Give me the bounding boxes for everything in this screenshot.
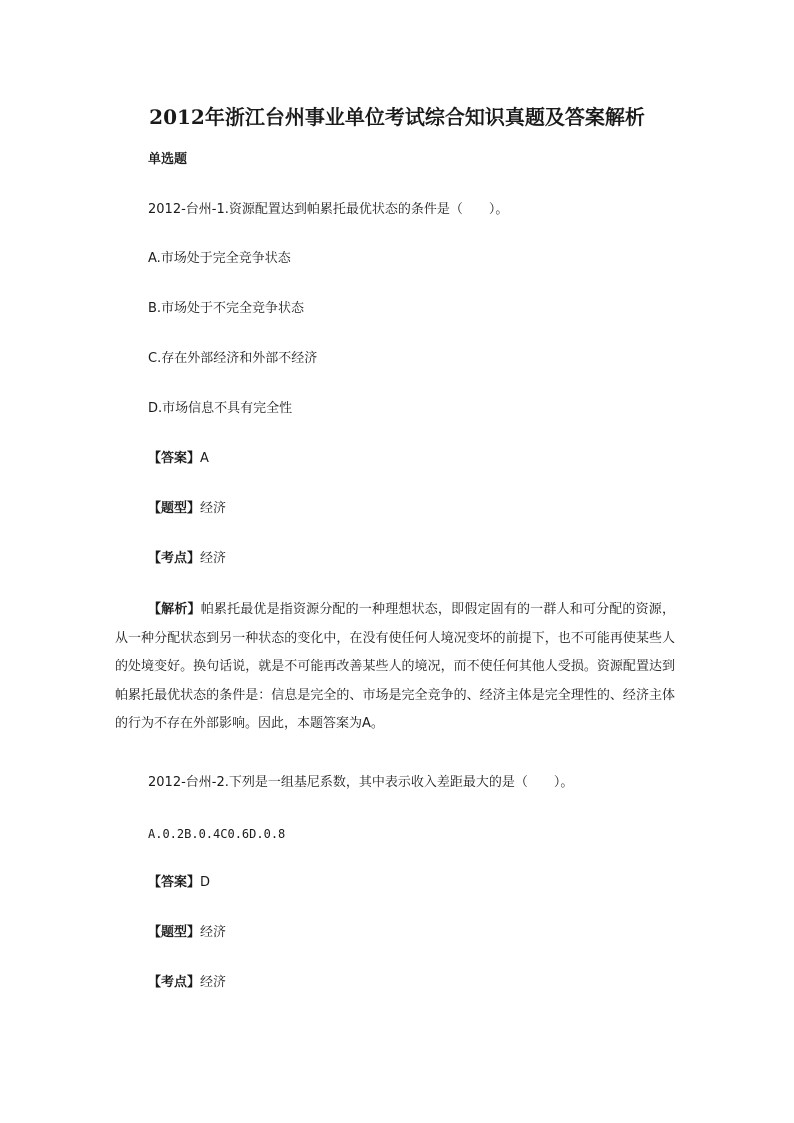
q2-answer-tag: 【答案】 bbox=[148, 875, 201, 890]
q1-analysis bbox=[115, 596, 675, 739]
q1-option-a: A.市场处于完全竞争状态 bbox=[148, 251, 291, 266]
q1-answer-tag: 【答案】 bbox=[148, 451, 201, 466]
q1-type bbox=[148, 499, 226, 519]
q2-answer bbox=[148, 873, 210, 893]
q1-point bbox=[148, 549, 226, 569]
q1-analysis-text: 帕累托最优是指资源分配的一种理想状态，即假定固有的一群人和可分配的资源，从一种分配状态到另一种状态的变化中，在没有使任何人境况变坏的前提下，也不可能再使某些人的处境变好。换句话说，就是不可能再改善某些人的境况，而不使任何其他人受损。资源配置达到帕累托最优状态的条件是：信息是完全的、市场是完全竞争的、经济主体是完全理性的、经济主体的行为不存在外部影响。因此，本题答案为A。 bbox=[115, 602, 675, 731]
q2-options: A.0.2B.0.4C0.6D.0.8 bbox=[148, 827, 286, 841]
section-heading: 单选题 bbox=[148, 152, 188, 167]
q1-option-d: D.市场信息不具有完全性 bbox=[148, 401, 293, 416]
q1-stem: 2012-台州-1.资源配置达到帕累托最优状态的条件是（ ）。 bbox=[148, 202, 509, 217]
q1-option-c: C.存在外部经济和外部不经济 bbox=[148, 351, 318, 366]
q2-stem: 2012-台州-2.下列是一组基尼系数，其中表示收入差距最大的是（ ）。 bbox=[148, 775, 574, 790]
q2-point-value: 经济 bbox=[200, 975, 227, 990]
q2-type bbox=[148, 923, 226, 943]
q2-point-tag: 【考点】 bbox=[148, 975, 201, 990]
document-title: 2012年浙江台州事业单位考试综合知识真题及答案解析 bbox=[149, 105, 645, 129]
q1-point-tag: 【考点】 bbox=[148, 551, 201, 566]
q2-type-tag: 【题型】 bbox=[148, 925, 201, 940]
q2-type-value: 经济 bbox=[200, 925, 227, 940]
q1-type-value: 经济 bbox=[200, 501, 227, 516]
q2-point bbox=[148, 973, 226, 993]
q1-type-tag: 【题型】 bbox=[148, 501, 201, 516]
q2-answer-value: D bbox=[200, 875, 211, 890]
q1-point-value: 经济 bbox=[200, 551, 227, 566]
q1-analysis-tag: 【解析】 bbox=[148, 602, 201, 617]
q1-answer-value: A bbox=[200, 451, 209, 466]
q1-answer bbox=[148, 449, 209, 469]
q1-option-b: B.市场处于不完全竞争状态 bbox=[148, 301, 305, 316]
